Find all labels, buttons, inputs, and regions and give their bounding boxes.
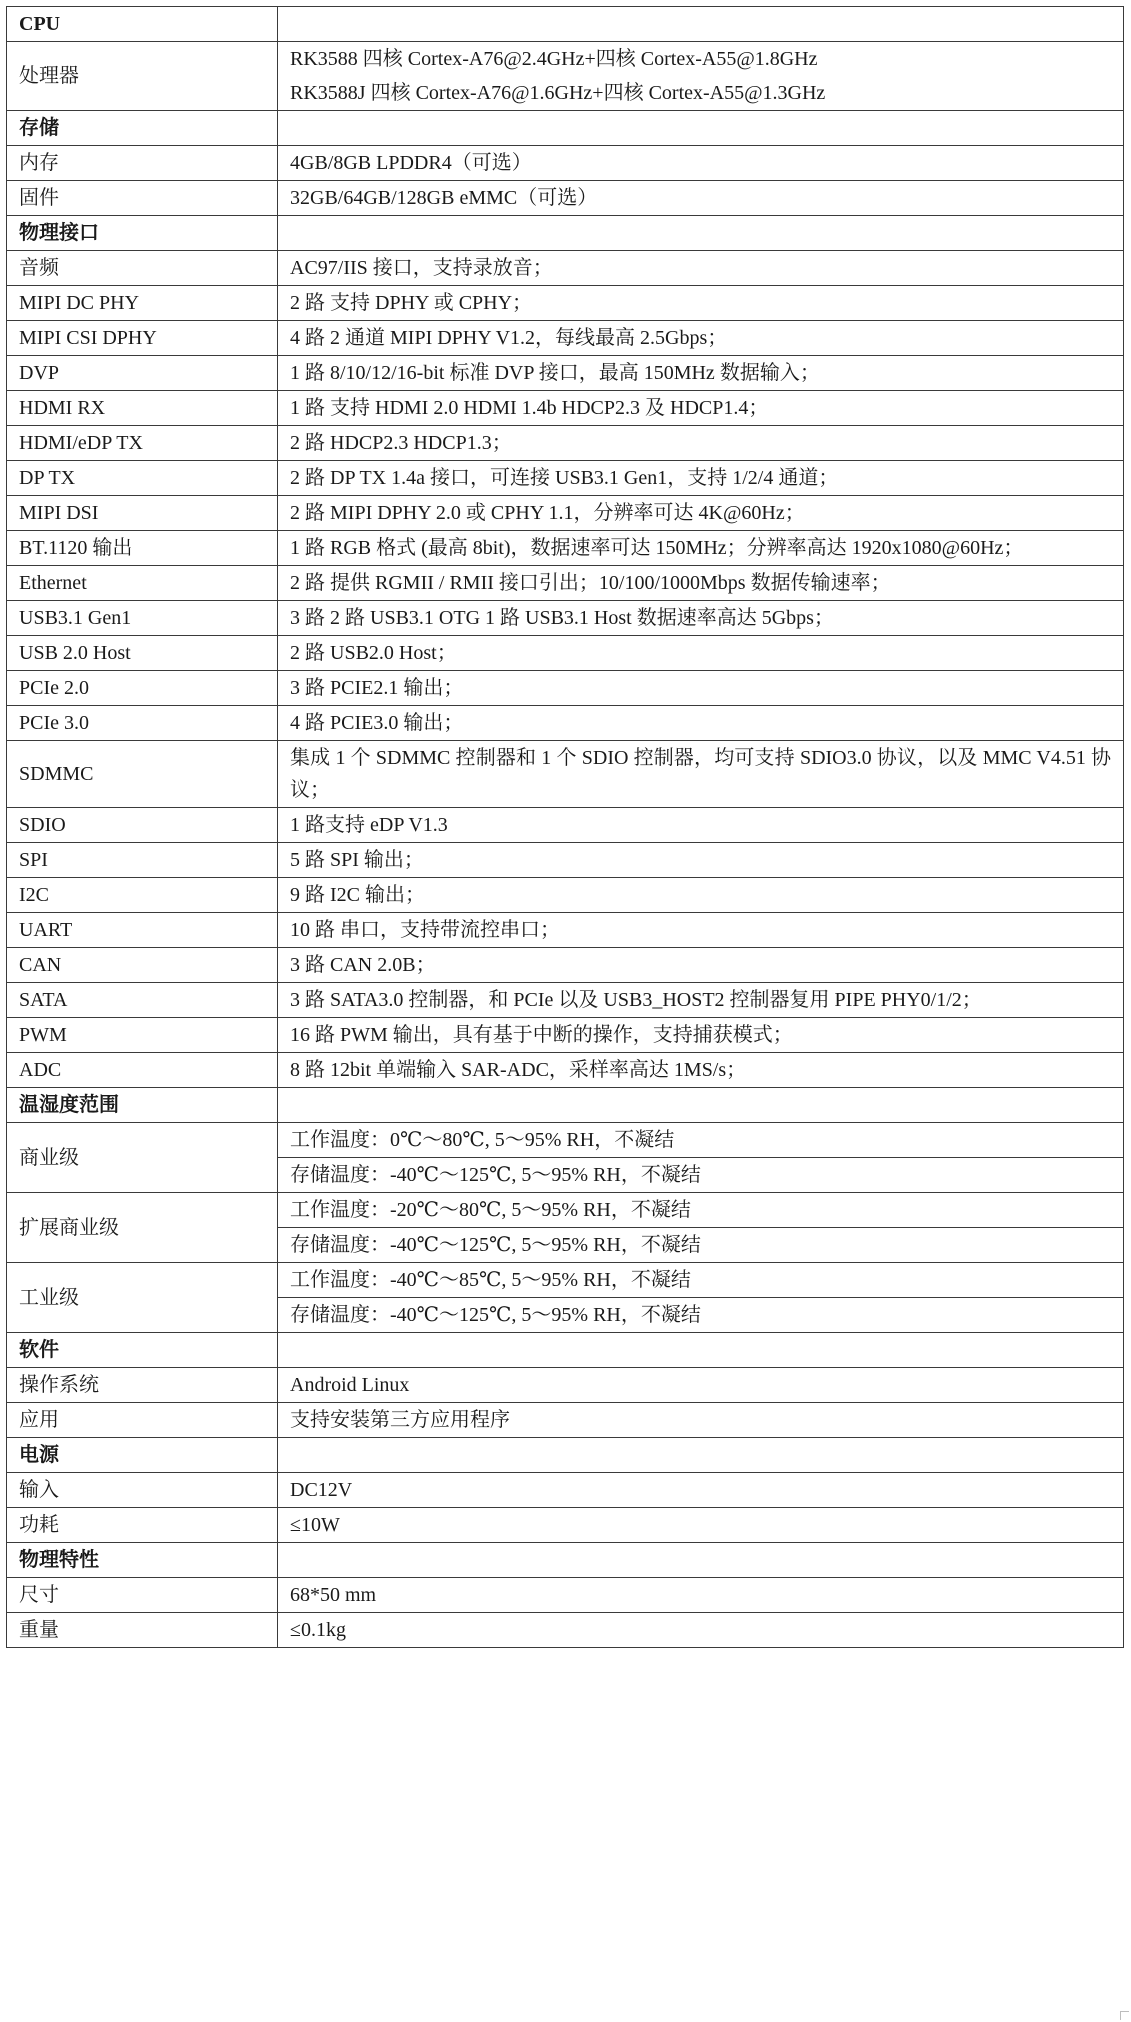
spec-label: 输入 bbox=[7, 1473, 278, 1508]
spec-label: PCIe 2.0 bbox=[7, 671, 278, 706]
spec-value: ≤10W bbox=[278, 1508, 1124, 1543]
spec-row-applications bbox=[7, 1403, 1124, 1438]
spec-value: 2 路 MIPI DPHY 2.0 或 CPHY 1.1，分辨率可达 4K@60Hz； bbox=[278, 496, 1124, 531]
spec-value: 1 路 支持 HDMI 2.0 HDMI 1.4b HDCP2.3 及 HDCP1.4； bbox=[278, 391, 1124, 426]
spec-value: 4 路 2 通道 MIPI DPHY V1.2，每线最高 2.5Gbps； bbox=[278, 321, 1124, 356]
temp-row-extended-work bbox=[7, 1193, 1124, 1228]
spec-value: 1 路 RGB 格式 (最高 8bit)，数据速率可达 150MHz；分辨率高达 1920x1080@60Hz； bbox=[278, 531, 1124, 566]
section-empty-cell bbox=[278, 111, 1124, 146]
spec-label: ADC bbox=[7, 1053, 278, 1088]
spec-label: 音频 bbox=[7, 251, 278, 286]
spec-row-hdmi-rx bbox=[7, 391, 1124, 426]
temp-storage-range: 存储温度：-40℃～125℃, 5～95% RH，不凝结 bbox=[278, 1158, 1124, 1193]
spec-label: 内存 bbox=[7, 146, 278, 181]
processor-line-rk3588j: RK3588J 四核 Cortex-A76@1.6GHz+四核 Cortex-A55@1.3GHz bbox=[290, 82, 826, 104]
spec-row-mipi-csi-dphy bbox=[7, 321, 1124, 356]
spec-value: 3 路 PCIE2.1 输出； bbox=[278, 671, 1124, 706]
spec-value: 2 路 支持 DPHY 或 CPHY； bbox=[278, 286, 1124, 321]
spec-row-mipi-dc-phy bbox=[7, 286, 1124, 321]
spec-row-firmware bbox=[7, 181, 1124, 216]
temp-storage-range: 存储温度：-40℃～125℃, 5～95% RH，不凝结 bbox=[278, 1228, 1124, 1263]
temp-row-commercial-work bbox=[7, 1123, 1124, 1158]
spec-row-audio bbox=[7, 251, 1124, 286]
temp-grade-industrial: 工业级 bbox=[7, 1263, 278, 1333]
page-corner-mark bbox=[1120, 2011, 1129, 2020]
spec-row-mipi-dsi bbox=[7, 496, 1124, 531]
spec-label: HDMI/eDP TX bbox=[7, 426, 278, 461]
spec-value: DC12V bbox=[278, 1473, 1124, 1508]
spec-label: MIPI DC PHY bbox=[7, 286, 278, 321]
spec-table bbox=[6, 6, 1124, 1648]
spec-value: 2 路 DP TX 1.4a 接口，可连接 USB3.1 Gen1，支持 1/2/4 通道； bbox=[278, 461, 1124, 496]
temp-row-industrial-work bbox=[7, 1263, 1124, 1298]
spec-value: 3 路 CAN 2.0B； bbox=[278, 948, 1124, 983]
spec-label: 固件 bbox=[7, 181, 278, 216]
spec-label: PCIe 3.0 bbox=[7, 706, 278, 741]
spec-label: 应用 bbox=[7, 1403, 278, 1438]
spec-label: DVP bbox=[7, 356, 278, 391]
spec-row-pcie30 bbox=[7, 706, 1124, 741]
spec-label: 功耗 bbox=[7, 1508, 278, 1543]
spec-row-bt1120 bbox=[7, 531, 1124, 566]
spec-row-adc bbox=[7, 1053, 1124, 1088]
spec-row-hdmi-edp-tx bbox=[7, 426, 1124, 461]
section-row-interfaces bbox=[7, 216, 1124, 251]
spec-label: USB 2.0 Host bbox=[7, 636, 278, 671]
spec-label: SATA bbox=[7, 983, 278, 1018]
spec-value: 5 路 SPI 输出； bbox=[278, 843, 1124, 878]
spec-value: 9 路 I2C 输出； bbox=[278, 878, 1124, 913]
spec-value: 集成 1 个 SDMMC 控制器和 1 个 SDIO 控制器，均可支持 SDIO3.0 协议，以及 MMC V4.51 协议； bbox=[278, 741, 1124, 808]
processor-line-rk3588: RK3588 四核 Cortex-A76@2.4GHz+四核 Cortex-A55@1.8GHz bbox=[290, 48, 818, 70]
section-title-temperature: 温湿度范围 bbox=[7, 1088, 278, 1123]
temp-grade-extended: 扩展商业级 bbox=[7, 1193, 278, 1263]
temp-working-range: 工作温度：-40℃～85℃, 5～95% RH，不凝结 bbox=[278, 1263, 1124, 1298]
spec-row-size bbox=[7, 1578, 1124, 1613]
temp-grade-commercial: 商业级 bbox=[7, 1123, 278, 1193]
spec-row-i2c bbox=[7, 878, 1124, 913]
spec-label: BT.1120 输出 bbox=[7, 531, 278, 566]
spec-label: USB3.1 Gen1 bbox=[7, 601, 278, 636]
section-row-power bbox=[7, 1438, 1124, 1473]
spec-value: Android Linux bbox=[278, 1368, 1124, 1403]
spec-row-usb31 bbox=[7, 601, 1124, 636]
spec-row-weight bbox=[7, 1613, 1124, 1648]
section-title-interfaces: 物理接口 bbox=[7, 216, 278, 251]
spec-value: 8 路 12bit 单端输入 SAR-ADC，采样率高达 1MS/s； bbox=[278, 1053, 1124, 1088]
temp-storage-range: 存储温度：-40℃～125℃, 5～95% RH，不凝结 bbox=[278, 1298, 1124, 1333]
spec-label: SDIO bbox=[7, 808, 278, 843]
spec-value: 支持安装第三方应用程序 bbox=[278, 1403, 1124, 1438]
spec-row-processor bbox=[7, 42, 1124, 111]
spec-value: 1 路 8/10/12/16-bit 标准 DVP 接口，最高 150MHz 数据输入； bbox=[278, 356, 1124, 391]
spec-row-can bbox=[7, 948, 1124, 983]
temp-working-range: 工作温度：-20℃～80℃, 5～95% RH，不凝结 bbox=[278, 1193, 1124, 1228]
spec-label-processor: 处理器 bbox=[7, 42, 278, 111]
section-title-cpu: CPU bbox=[7, 7, 278, 42]
section-row-temperature bbox=[7, 1088, 1124, 1123]
spec-value: 2 路 提供 RGMII / RMII 接口引出；10/100/1000Mbps 数据传输速率； bbox=[278, 566, 1124, 601]
spec-label: 操作系统 bbox=[7, 1368, 278, 1403]
spec-value: 2 路 USB2.0 Host； bbox=[278, 636, 1124, 671]
spec-value: 68*50 mm bbox=[278, 1578, 1124, 1613]
spec-value: 32GB/64GB/128GB eMMC（可选） bbox=[278, 181, 1124, 216]
spec-value: 2 路 HDCP2.3 HDCP1.3； bbox=[278, 426, 1124, 461]
section-row-storage bbox=[7, 111, 1124, 146]
spec-value: 1 路支持 eDP V1.3 bbox=[278, 808, 1124, 843]
section-empty-cell bbox=[278, 1333, 1124, 1368]
spec-value: 3 路 SATA3.0 控制器，和 PCIe 以及 USB3_HOST2 控制器复用 PIPE PHY0/1/2； bbox=[278, 983, 1124, 1018]
spec-value: 3 路 2 路 USB3.1 OTG 1 路 USB3.1 Host 数据速率高达 5Gbps； bbox=[278, 601, 1124, 636]
spec-label: DP TX bbox=[7, 461, 278, 496]
spec-row-sata bbox=[7, 983, 1124, 1018]
section-title-power: 电源 bbox=[7, 1438, 278, 1473]
spec-row-sdio bbox=[7, 808, 1124, 843]
section-row-physical bbox=[7, 1543, 1124, 1578]
spec-label: UART bbox=[7, 913, 278, 948]
spec-label: 重量 bbox=[7, 1613, 278, 1648]
spec-row-memory bbox=[7, 146, 1124, 181]
spec-value: 4GB/8GB LPDDR4（可选） bbox=[278, 146, 1124, 181]
spec-value: 10 路 串口，支持带流控串口； bbox=[278, 913, 1124, 948]
spec-row-pcie20 bbox=[7, 671, 1124, 706]
spec-label: PWM bbox=[7, 1018, 278, 1053]
spec-row-pwm bbox=[7, 1018, 1124, 1053]
spec-row-uart bbox=[7, 913, 1124, 948]
spec-row-dvp bbox=[7, 356, 1124, 391]
spec-row-ethernet bbox=[7, 566, 1124, 601]
spec-value: AC97/IIS 接口，支持录放音； bbox=[278, 251, 1124, 286]
spec-row-os bbox=[7, 1368, 1124, 1403]
spec-label: I2C bbox=[7, 878, 278, 913]
section-empty-cell bbox=[278, 1088, 1124, 1123]
spec-value: 4 路 PCIE3.0 输出； bbox=[278, 706, 1124, 741]
spec-label: CAN bbox=[7, 948, 278, 983]
temp-working-range: 工作温度：0℃～80℃, 5～95% RH，不凝结 bbox=[278, 1123, 1124, 1158]
spec-value: 16 路 PWM 输出，具有基于中断的操作，支持捕获模式； bbox=[278, 1018, 1124, 1053]
section-empty-cell bbox=[278, 1543, 1124, 1578]
spec-label: SDMMC bbox=[7, 741, 278, 808]
spec-row-power-consumption bbox=[7, 1508, 1124, 1543]
spec-row-input bbox=[7, 1473, 1124, 1508]
spec-row-dp-tx bbox=[7, 461, 1124, 496]
spec-label: MIPI DSI bbox=[7, 496, 278, 531]
spec-label: MIPI CSI DPHY bbox=[7, 321, 278, 356]
section-title-physical: 物理特性 bbox=[7, 1543, 278, 1578]
spec-label: SPI bbox=[7, 843, 278, 878]
spec-label: 尺寸 bbox=[7, 1578, 278, 1613]
spec-row-usb20 bbox=[7, 636, 1124, 671]
spec-value: ≤0.1kg bbox=[278, 1613, 1124, 1648]
section-row-software bbox=[7, 1333, 1124, 1368]
spec-row-spi bbox=[7, 843, 1124, 878]
spec-label: HDMI RX bbox=[7, 391, 278, 426]
spec-row-sdmmc bbox=[7, 741, 1124, 808]
section-title-storage: 存储 bbox=[7, 111, 278, 146]
section-empty-cell bbox=[278, 1438, 1124, 1473]
section-title-software: 软件 bbox=[7, 1333, 278, 1368]
spec-value-processor bbox=[278, 42, 1124, 111]
section-empty-cell bbox=[278, 216, 1124, 251]
section-row-cpu bbox=[7, 7, 1124, 42]
section-empty-cell bbox=[278, 7, 1124, 42]
spec-label: Ethernet bbox=[7, 566, 278, 601]
